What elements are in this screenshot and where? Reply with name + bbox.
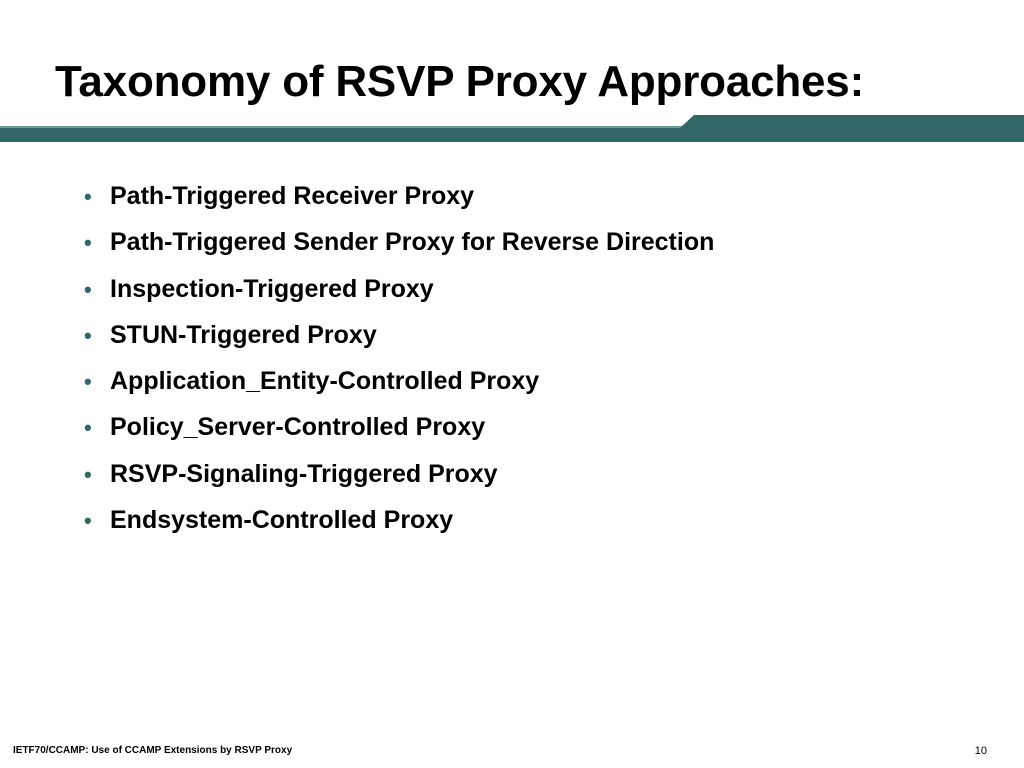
bullet-icon: •: [84, 415, 92, 441]
list-item: [84, 275, 714, 321]
footer-text: IETF70/CCAMP: Use of CCAMP Extensions by RSVP Proxy: [13, 745, 293, 756]
band-main-bar: [0, 115, 1024, 142]
list-item: [84, 460, 714, 506]
list-item: [84, 228, 714, 274]
list-item: [84, 413, 714, 459]
bullet-text: Endsystem-Controlled Proxy: [110, 506, 454, 535]
page-number: 10: [974, 745, 987, 757]
bullet-text: RSVP-Signaling-Triggered Proxy: [110, 459, 498, 488]
bullet-icon: •: [84, 322, 92, 348]
bullet-text: Path-Triggered Receiver Proxy: [110, 182, 475, 210]
bullet-text: Path-Triggered Sender Proxy for Reverse Direction: [110, 228, 715, 257]
list-item: [84, 506, 714, 552]
bullet-list: [84, 182, 714, 552]
bullet-text: Inspection-Triggered Proxy: [110, 274, 434, 303]
list-item: [84, 182, 714, 228]
title-accent-band: [0, 112, 1024, 142]
bullet-text: Policy_Server-Controlled Proxy: [110, 413, 486, 442]
bullet-text: STUN-Triggered Proxy: [110, 320, 377, 349]
bullet-icon: •: [84, 184, 92, 209]
bullet-icon: •: [84, 508, 92, 534]
bullet-icon: •: [84, 369, 92, 395]
list-item: [84, 367, 714, 413]
slide-title: Taxonomy of RSVP Proxy Approaches:: [55, 57, 865, 106]
list-item: [84, 321, 714, 367]
band-thin-line: [0, 126, 700, 128]
bullet-icon: •: [84, 461, 92, 487]
bullet-icon: •: [84, 276, 92, 302]
bullet-icon: •: [84, 230, 92, 256]
bullet-text: Application_Entity-Controlled Proxy: [110, 367, 540, 396]
